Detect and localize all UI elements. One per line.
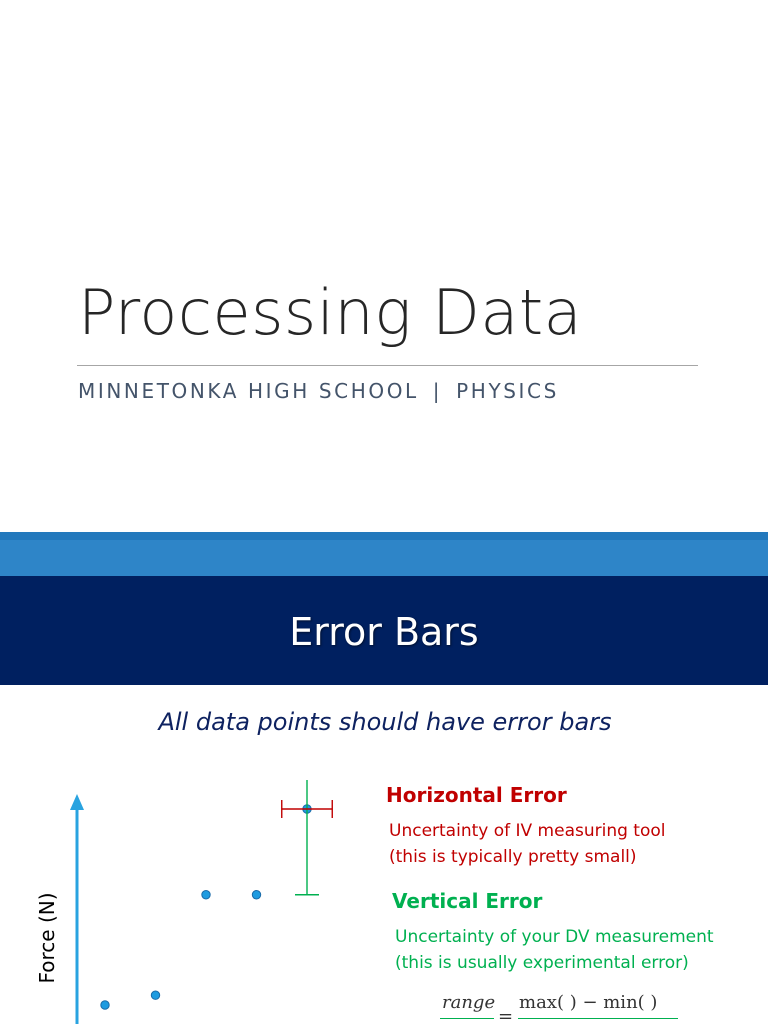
formula-rhs: max( ) − min( )	[519, 992, 658, 1013]
data-point-4	[252, 891, 260, 899]
scatter-chart	[0, 780, 360, 1024]
horizontal-error-heading: Horizontal Error	[386, 783, 567, 807]
horizontal-error-line-1: Uncertainty of IV measuring tool	[389, 821, 666, 841]
subtitle	[78, 379, 559, 403]
title-divider	[77, 365, 698, 366]
formula-lhs: range	[442, 992, 496, 1013]
formula-rhs-underline	[518, 1018, 678, 1019]
vertical-error-heading: Vertical Error	[392, 889, 543, 913]
page-title: Processing Data	[78, 276, 583, 349]
y-axis-label: Force (N)	[35, 892, 59, 984]
data-point-2	[151, 991, 159, 999]
vertical-error-line-1: Uncertainty of your DV measurement	[395, 927, 714, 947]
error-bars	[282, 780, 333, 895]
formula-equals: =	[498, 1006, 514, 1027]
subtitle-subject: PHYSICS	[456, 379, 559, 403]
data-point-1	[101, 1001, 109, 1009]
horizontal-error-line-2: (this is typically pretty small)	[389, 847, 637, 867]
vertical-error-line-2: (this is usually experimental error)	[395, 953, 689, 973]
data-points	[101, 805, 311, 1009]
formula-lhs-underline	[440, 1018, 494, 1019]
lead-statement: All data points should have error bars	[158, 708, 612, 736]
accent-band-top	[0, 532, 768, 540]
subtitle-separator: |	[432, 379, 443, 403]
slide-heading: Error Bars	[289, 610, 479, 654]
data-point-3	[202, 891, 210, 899]
y-axis-arrow	[70, 794, 84, 810]
vertical-error-description	[395, 924, 714, 976]
subtitle-school: MINNETONKA HIGH SCHOOL	[78, 379, 419, 403]
horizontal-error-description	[389, 818, 666, 870]
